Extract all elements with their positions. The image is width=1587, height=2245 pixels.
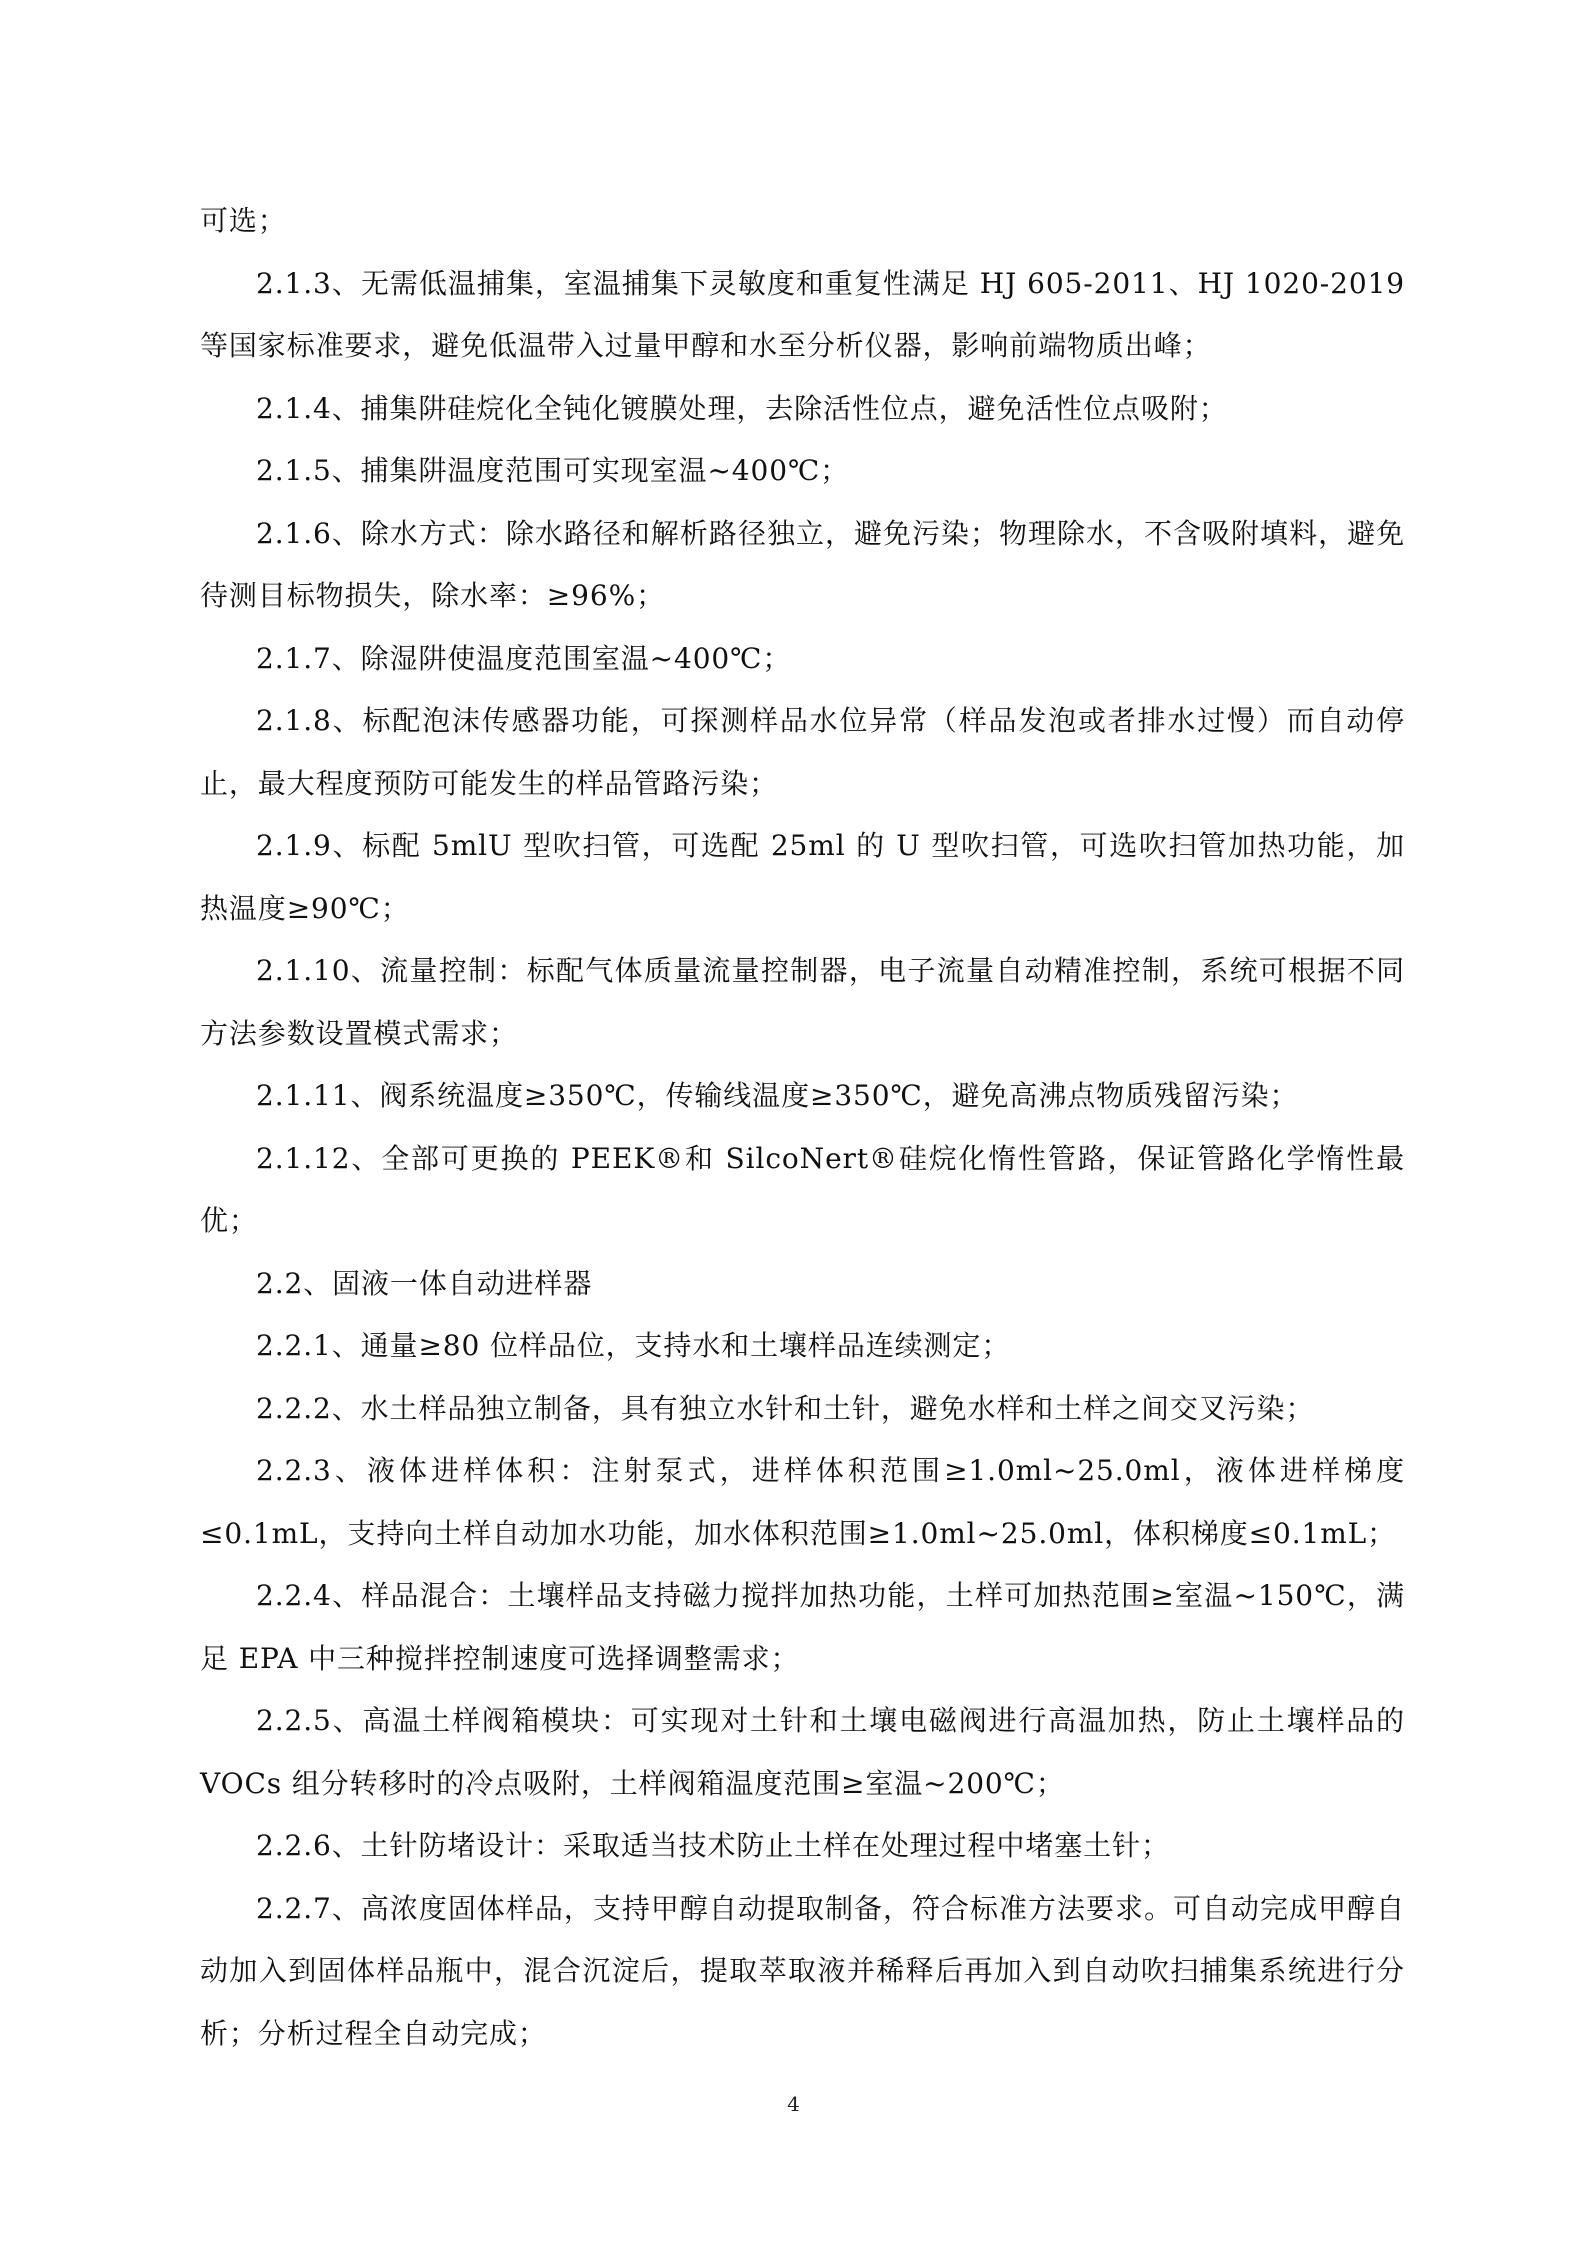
paragraph: 2.2.1、通量≥80 位样品位，支持水和土壤样品连续测定；	[256, 1329, 1011, 1362]
paragraph: 2.1.5、捕集阱温度范围可实现室温~400℃；	[256, 454, 850, 487]
paragraph: 2.1.3、无需低温捕集，室温捕集下灵敏度和重复性满足 HJ 605-2011、HJ 1020-2019 等国家标准要求，避免低温带入过量甲醇和水至分析仪器，影响前端物质出峰；	[200, 266, 1405, 362]
paragraph: 2.2.2、水土样品独立制备，具有独立水针和土针，避免水样和土样之间交叉污染；	[256, 1391, 1315, 1425]
paragraph: 2.1.12、全部可更换的 PEEK®和 SilcoNert®硅烷化惰性管路，保证管路化学惰性最优；	[200, 1141, 1405, 1237]
paragraph: 2.1.11、阀系统温度≥350℃，传输线温度≥350℃，避免高沸点物质残留污染；	[256, 1079, 1299, 1112]
page-number: 4	[787, 2092, 800, 2116]
paragraph: 2.1.8、标配泡沫传感器功能，可探测样品水位异常（样品发泡或者排水过慢）而自动停止，最大程度预防可能发生的样品管路污染；	[200, 704, 1405, 800]
paragraph: 2.1.9、标配 5mlU 型吹扫管，可选配 25ml 的 U 型吹扫管，可选吹扫管加热功能，加热温度≥90℃；	[200, 829, 1405, 925]
paragraph: 2.2.5、高温土样阀箱模块：可实现对土针和土壤电磁阀进行高温加热，防止土壤样品的 VOCs 组分转移时的冷点吸附，土样阀箱温度范围≥室温~200℃；	[200, 1704, 1405, 1800]
paragraph: 2.2.4、样品混合：土壤样品支持磁力搅拌加热功能，土样可加热范围≥室温~150℃，满足 EPA 中三种搅拌控制速度可选择调整需求；	[200, 1579, 1405, 1675]
paragraph: 2.2.6、土针防堵设计：采取适当技术防止土样在处理过程中堵塞土针；	[256, 1829, 1170, 1862]
paragraph: 2.2、固液一体自动进样器	[256, 1266, 593, 1300]
paragraph: 2.1.4、捕集阱硅烷化全钝化镀膜处理，去除活性位点，避免活性位点吸附；	[256, 391, 1228, 425]
paragraph: 2.2.7、高浓度固体样品，支持甲醇自动提取制备，符合标准方法要求。可自动完成甲醇自动加入到固体样品瓶中，混合沉淀后，提取萃取液并稀释后再加入到自动吹扫捕集系统进行分析；分析过程全自动完成；	[200, 1891, 1405, 2050]
paragraph: 2.1.6、除水方式：除水路径和解析路径独立，避免污染；物理除水，不含吸附填料，避免待测目标物损失，除水率：≥96%；	[200, 516, 1405, 612]
paragraph: 2.1.10、流量控制：标配气体质量流量控制器，电子流量自动精准控制，系统可根据不同方法参数设置模式需求；	[200, 954, 1405, 1050]
paragraph: 可选；	[200, 204, 287, 237]
document-body	[200, 190, 1405, 2065]
paragraph: 2.2.3、液体进样体积：注射泵式，进样体积范围≥1.0ml~25.0ml，液体进样梯度≤0.1mL，支持向土样自动加水功能，加水体积范围≥1.0ml~25.0ml，体积梯度≤0.1mL；	[200, 1454, 1405, 1550]
paragraph: 2.1.7、除湿阱使温度范围室温~400℃；	[256, 641, 792, 675]
